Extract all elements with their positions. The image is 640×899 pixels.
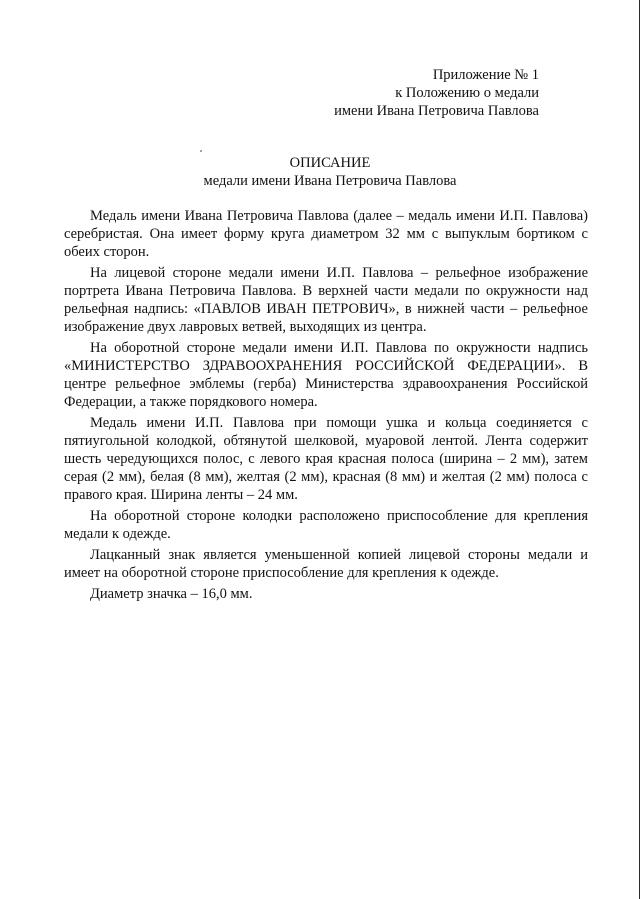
document-title: ОПИСАНИЕ — [289, 155, 371, 171]
paragraph-lapel-pin: Лацканный знак является уменьшенной копией лицевой стороны медали и имеет на оборотной стороне приспособление для крепления к одежде. — [64, 547, 588, 581]
document-body — [64, 207, 588, 606]
annex-number: Приложение № 1 — [432, 67, 539, 83]
annex-regulation: к Положению о медали — [395, 85, 539, 101]
paragraph-pin-diameter: Диаметр значка – 16,0 мм. — [90, 586, 253, 602]
document-subtitle: медали имени Ивана Петровича Павлова — [203, 173, 457, 189]
paragraph-ribbon: Медаль имени И.П. Павлова при помощи ушка и кольца соединяется с пятиугольной колодкой, обтянутой шелковой, муаровой лентой. Лента содержит шесть чередующихся полос, с левого края красная полоса (ширина – 2 мм), затем серая (2 мм), белая (8 мм), желтая (2 мм), красная (8 мм) и желтая (2 мм) полоса с правого края. Ширина ленты – 24 мм. — [64, 415, 588, 503]
paragraph-fastening: На оборотной стороне колодки расположено приспособление для крепления медали к одежде. — [64, 508, 588, 542]
paragraph-reverse: На оборотной стороне медали имени И.П. Павлова по окружности надпись «МИНИСТЕРСТВО ЗДРАВООХРАНЕНИЯ РОССИЙСКОЙ ФЕДЕРАЦИИ». В центре рельефное эмблемы (герба) Министерства здравоохранения Российской Федерации, а также порядкового номера. — [64, 340, 588, 410]
paragraph-general: Медаль имени Ивана Петровича Павлова (далее – медаль имени И.П. Павлова) серебристая. Она имеет форму круга диаметром 32 мм с выпуклым бортиком с обеих сторон. — [64, 208, 588, 260]
document-heading — [0, 154, 640, 190]
scan-speck — [200, 150, 202, 152]
annex-reference — [299, 66, 539, 120]
annex-medal-name: имени Ивана Петровича Павлова — [334, 103, 539, 119]
paragraph-obverse: На лицевой стороне медали имени И.П. Павлова – рельефное изображение портрета Ивана Петровича Павлова. В верхней части медали по окружности над рельефная надпись: «ПАВЛОВ ИВАН ПЕТРОВИЧ», в нижней части – рельефное изображение двух лавровых ветвей, выходящих из центра. — [64, 265, 588, 335]
